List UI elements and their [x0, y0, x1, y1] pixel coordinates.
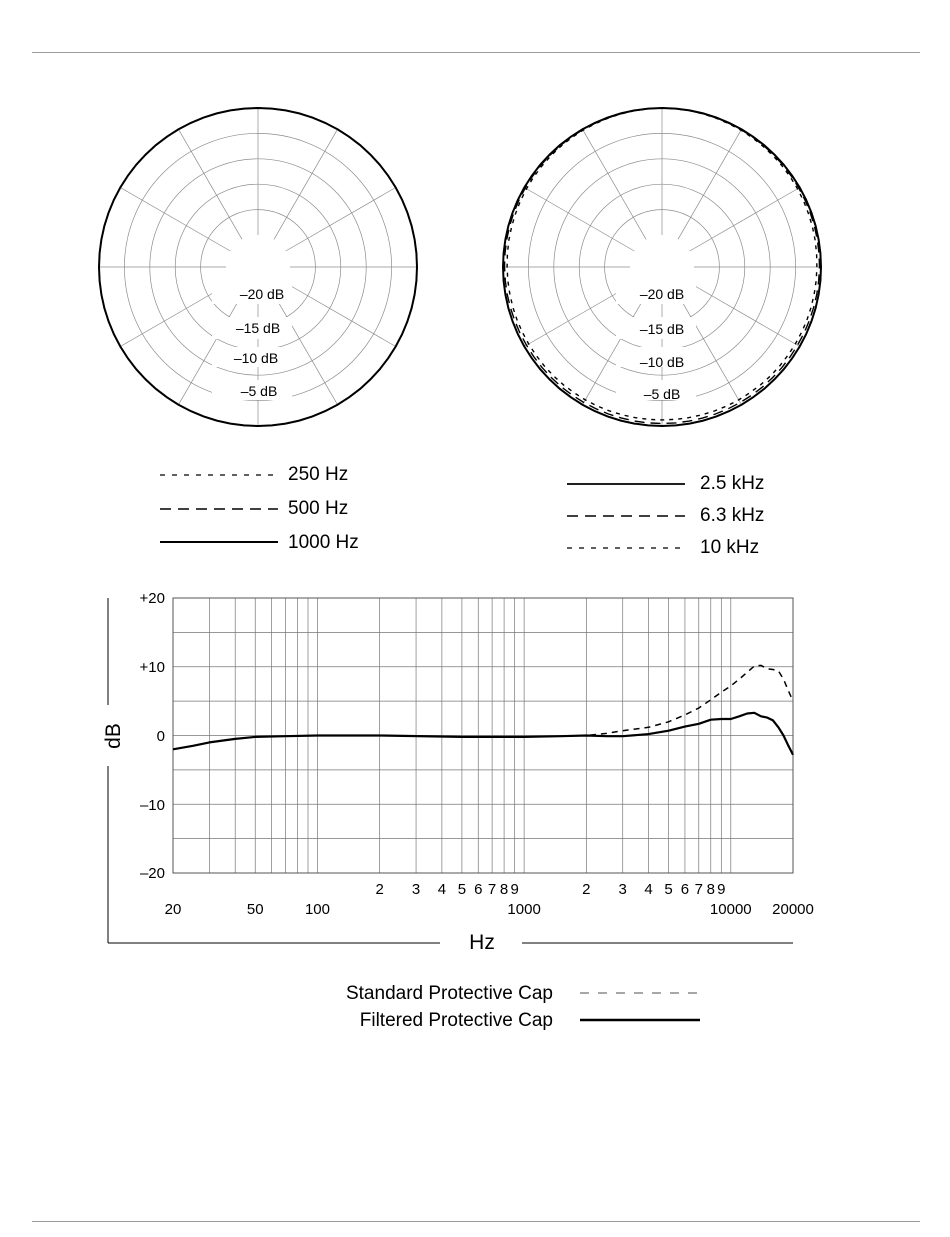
x-tick-labels: [165, 881, 814, 918]
legend-label-filtered-cap: Filtered Protective Cap: [359, 1010, 553, 1031]
x-axis-label: Hz: [469, 931, 495, 954]
legend-label-1000hz: 1000 Hz: [288, 532, 359, 553]
x-tick-label-major: 50: [246, 901, 264, 918]
x-tick-label-major: 10000: [709, 901, 752, 918]
ring-label-10: –10 dB: [233, 350, 279, 366]
polar-pattern-low: [99, 108, 417, 426]
x-tick-label-minor: 6: [474, 881, 483, 898]
ring-label-5: –5 dB: [240, 383, 278, 399]
x-tick-label-minor: 3: [411, 881, 421, 898]
x-tick-label-major: 100: [304, 901, 330, 918]
chart-grid: [173, 598, 793, 873]
series-filtered-cap: [173, 713, 793, 755]
y-tick-label: –10: [139, 797, 165, 814]
y-tick-label: +10: [139, 659, 165, 676]
y-tick-label: 0: [156, 728, 165, 745]
x-tick-label-minor: 8: [499, 881, 509, 898]
ring-label-15: –15 dB: [235, 320, 281, 336]
x-tick-label-major: 20: [164, 901, 182, 918]
polar-left-legend: [160, 464, 359, 553]
legend-label-10khz: 10 kHz: [700, 537, 760, 558]
y-tick-label: –20: [139, 865, 165, 882]
legend-label-500hz: 500 Hz: [288, 498, 349, 519]
legend-label-250hz: 250 Hz: [288, 464, 349, 485]
legend-label-standard-cap: Standard Protective Cap: [345, 983, 553, 1004]
x-tick-label-minor: 2: [375, 881, 384, 898]
x-tick-label-minor: 3: [618, 881, 627, 898]
x-tick-label-major: 20000: [772, 901, 814, 918]
x-tick-label-minor: 7: [487, 881, 497, 898]
y-axis-label: dB: [102, 723, 125, 749]
polar-right-legend: [567, 473, 764, 558]
x-tick-label-minor: 5: [457, 881, 467, 898]
legend-label-2500hz: 2.5 kHz: [700, 473, 765, 494]
legend-label-6300hz: 6.3 kHz: [700, 505, 765, 526]
x-tick-label-minor: 8: [706, 881, 715, 898]
x-tick-label-minor: 4: [437, 881, 447, 898]
chart-series: [173, 665, 793, 754]
x-tick-label-minor: 9: [717, 881, 726, 898]
polar-pattern-high: [503, 108, 821, 426]
x-tick-label-minor: 4: [644, 881, 653, 898]
ring-label-20: –20 dB: [239, 286, 285, 302]
x-tick-label-minor: 2: [582, 881, 591, 898]
chart-legend: [346, 983, 700, 1031]
ring-label-10: –10 dB: [639, 354, 685, 370]
frequency-response-chart: [102, 590, 814, 1031]
x-tick-label-minor: 6: [680, 881, 690, 898]
y-tick-labels: [140, 590, 165, 882]
x-tick-label-major: 1000: [507, 901, 541, 918]
ring-label-15: –15 dB: [639, 321, 685, 337]
ring-label-20: –20 dB: [639, 286, 685, 302]
x-tick-label-minor: 5: [664, 881, 673, 898]
y-tick-label: +20: [139, 590, 165, 607]
ring-label-5: –5 dB: [643, 386, 681, 402]
x-tick-label-minor: 7: [694, 881, 703, 898]
x-tick-label-minor: 9: [510, 881, 519, 898]
